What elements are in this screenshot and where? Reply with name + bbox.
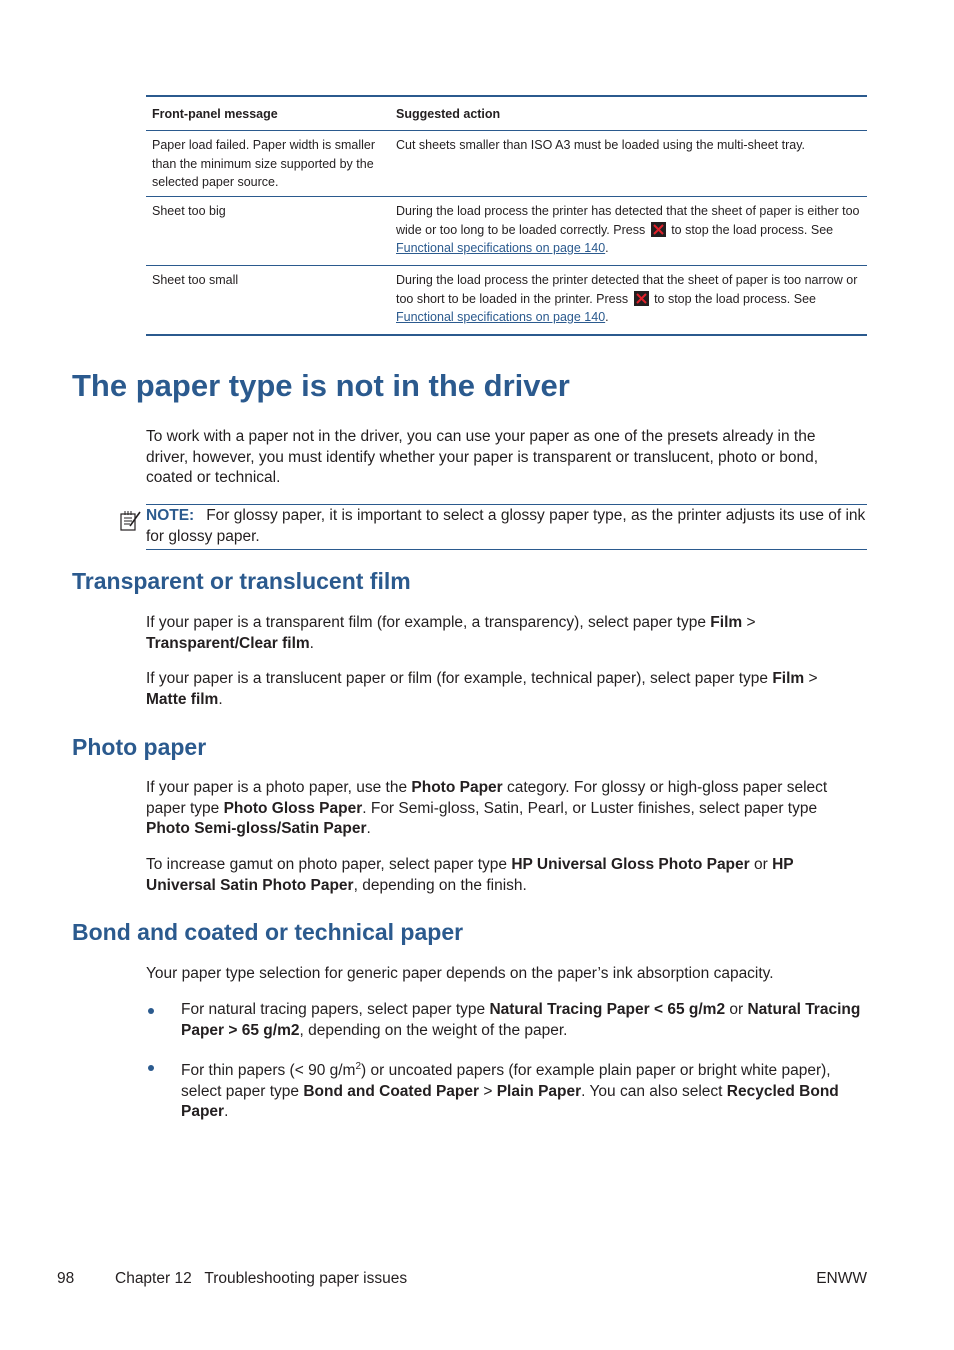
- transparent-paragraph-1: If your paper is a transparent film (for example, a transparency), select paper type Film > Transparent/Clear film.: [146, 614, 756, 652]
- table-header-message: Front-panel message: [152, 106, 278, 121]
- table-row: [146, 131, 867, 197]
- table-row: [146, 197, 867, 266]
- table-header-action: Suggested action: [396, 106, 501, 121]
- functional-specs-link[interactable]: Functional specifications on page 140: [396, 241, 606, 255]
- footer-locale: ENWW: [816, 1270, 867, 1287]
- chapter-title: Chapter 12 Troubleshooting paper issues: [115, 1270, 408, 1287]
- table-row: [146, 266, 867, 334]
- error-message-table: [146, 95, 867, 336]
- transparent-paragraph-2: If your paper is a translucent paper or film (for example, technical paper), select paper type Film > Matte film.: [146, 670, 818, 708]
- cancel-x-icon: [634, 291, 649, 306]
- table-cell-action: Cut sheets smaller than ISO A3 must be loaded using the multi-sheet tray.: [396, 138, 806, 152]
- table-cell-message: Sheet too small: [152, 273, 239, 287]
- note-box: [146, 504, 867, 550]
- section-heading-transparent: Transparent or translucent film: [72, 568, 411, 594]
- intro-paragraph: To work with a paper not in the driver, you can use your paper as one of the presets already in the driver, however, you must identify whether your paper is transparent or translucent, photo or bond, coated or technical.: [146, 428, 819, 486]
- bullet-dot: [148, 1008, 154, 1014]
- bond-bullet-1: For natural tracing papers, select paper type Natural Tracing Paper < 65 g/m2 or Natural Tracing Paper > 65 g/m2, depending on the weight of the paper.: [181, 1001, 861, 1039]
- note-text: For glossy paper, it is important to select a glossy paper type, as the printer adjusts its use of ink for glossy paper.: [146, 507, 866, 545]
- table-cell-action: During the load process the printer has detected that the sheet of paper is either too wide or too long to be loaded correctly. Press to stop the load process. See Functional specifications on page 140.: [396, 204, 860, 255]
- section-heading-bond: Bond and coated or technical paper: [72, 919, 464, 945]
- functional-specs-link[interactable]: Functional specifications on page 140: [396, 310, 606, 324]
- bond-bullet-2: For thin papers (< 90 $g/m^2$) or uncoated papers (for example plain paper or bright white paper), select paper type Bond and Coated Paper > Plain Paper. You can also select Recycled Bond Paper.: [181, 1061, 839, 1121]
- section-heading-photo: Photo paper: [72, 734, 207, 760]
- photo-paragraph-1: If your paper is a photo paper, use the Photo Paper category. For glossy or high-gloss paper select paper type Photo Gloss Paper. For Semi-gloss, Satin, Pearl, or Luster finishes, select paper type Photo Semi-gloss/Satin Paper.: [146, 779, 828, 837]
- table-cell-message: Sheet too big: [152, 204, 226, 218]
- note-icon: [119, 508, 143, 537]
- bond-paragraph-1: Your paper type selection for generic paper depends on the paper’s ink absorption capacity.: [146, 965, 774, 982]
- photo-paragraph-2: To increase gamut on photo paper, select paper type HP Universal Gloss Photo Paper or HP Universal Satin Photo Paper, depending on the finish.: [146, 856, 794, 894]
- note-label: NOTE:: [146, 507, 195, 524]
- cancel-x-icon: [651, 222, 666, 237]
- page-number: 98: [57, 1270, 75, 1287]
- table-cell-action: During the load process the printer detected that the sheet of paper is too narrow or too short to be loaded in the printer. Press to stop the load process. See Functional specifications on page 140.: [396, 273, 858, 324]
- bullet-dot: [148, 1065, 154, 1071]
- table-cell-message: Paper load failed. Paper width is smaller than the minimum size supported by the selected paper source.: [152, 138, 376, 189]
- page-title: The paper type is not in the driver: [72, 368, 570, 403]
- table-header-row: [146, 97, 867, 131]
